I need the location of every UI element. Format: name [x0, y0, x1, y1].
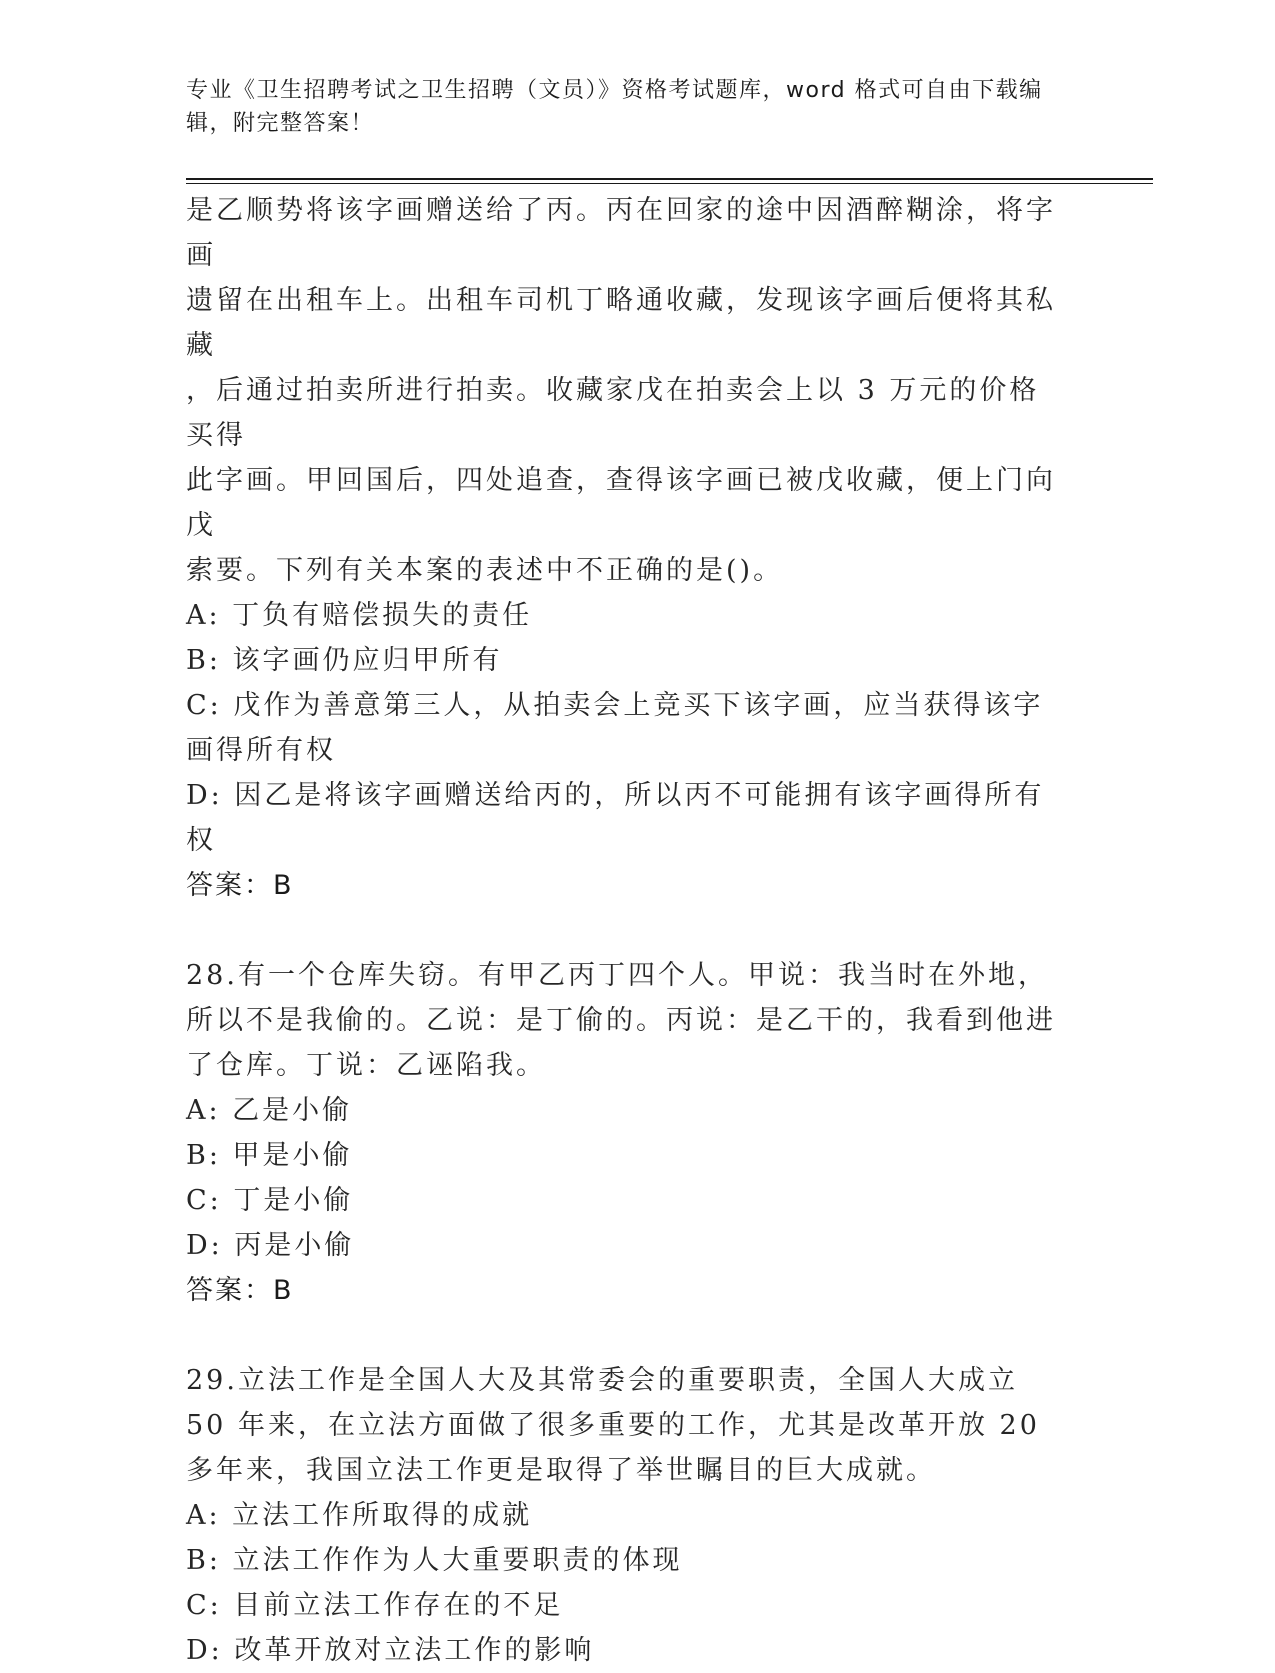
question-29	[186, 1358, 1066, 1673]
question-stem: 29.立法工作是全国人大及其常委会的重要职责，全国人大成立 50 年来，在立法方面做了很多重要的工作，尤其是改革开放 20 多年来，我国立法工作更是取得了举世瞩目的巨大成就。	[186, 1365, 1040, 1486]
question-spacer	[186, 1313, 1066, 1358]
header-divider-thick	[186, 178, 1153, 180]
question-stem-line: 遗留在出租车上。出租车司机丁略通收藏，发现该字画后便将其私藏	[186, 285, 1056, 361]
option-c: C: 戊作为善意第三人，从拍卖会上竞买下该字画，应当获得该字画得所有权	[186, 690, 1044, 766]
question-stem-line: 是乙顺势将该字画赠送给了丙。丙在回家的途中因酒醉糊涂，将字画	[186, 195, 1056, 271]
answer-label: 答案：B	[186, 870, 294, 901]
question-27	[186, 188, 1066, 908]
option-a: A: 乙是小偷	[186, 1095, 353, 1126]
option-d: D: 改革开放对立法工作的影响	[186, 1635, 595, 1666]
question-stem-line: ，后通过拍卖所进行拍卖。收藏家戊在拍卖会上以 3 万元的价格买得	[186, 375, 1040, 451]
option-d: D: 丙是小偷	[186, 1230, 355, 1261]
question-28	[186, 953, 1066, 1313]
option-a: A: 丁负有赔偿损失的责任	[186, 600, 533, 631]
question-stem: 28.有一个仓库失窃。有甲乙丙丁四个人。甲说：我当时在外地，所以不是我偷的。乙说：是丁偷的。丙说：是乙干的，我看到他进了仓库。丁说：乙诬陷我。	[186, 960, 1056, 1081]
option-b: B: 立法工作作为人大重要职责的体现	[186, 1545, 683, 1576]
answer-label: 答案：B	[186, 1275, 294, 1306]
option-b: B: 该字画仍应归甲所有	[186, 645, 503, 676]
option-c: C: 目前立法工作存在的不足	[186, 1590, 564, 1621]
option-d: D: 因乙是将该字画赠送给丙的，所以丙不可能拥有该字画得所有权	[186, 780, 1045, 856]
question-stem-line: 索要。下列有关本案的表述中不正确的是()。	[186, 555, 784, 586]
question-stem-line: 此字画。甲回国后，四处追查，查得该字画已被戊收藏，便上门向戊	[186, 465, 1056, 541]
header-divider-thin	[186, 183, 1153, 184]
option-b: B: 甲是小偷	[186, 1140, 353, 1171]
option-a: A: 立法工作所取得的成就	[186, 1500, 533, 1531]
page-header: 专业《卫生招聘考试之卫生招聘（文员）》资格考试题库，word 格式可自由下载编辑，附完整答案！	[186, 78, 1043, 136]
option-c: C: 丁是小偷	[186, 1185, 354, 1216]
question-content	[186, 188, 1066, 1673]
question-spacer	[186, 908, 1066, 953]
